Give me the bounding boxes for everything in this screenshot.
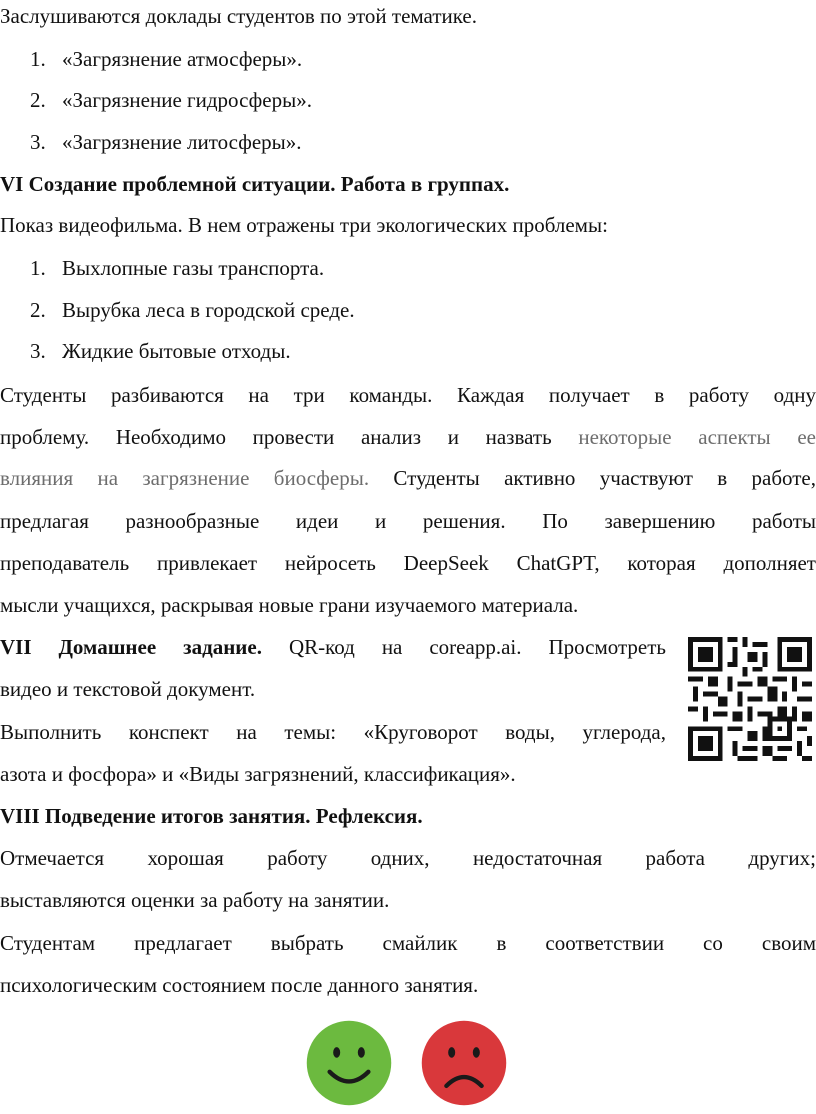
list-item: 2. Вырубка леса в городской среде.	[30, 298, 355, 322]
paragraph-line: преподаватель привлекает нейросеть DeepSeek ChatGPT, которая дополняет	[0, 551, 816, 575]
paragraph-line: Студентам предлагает выбрать смайлик в соответствии со своим	[0, 931, 816, 955]
sad-smiley-icon[interactable]	[420, 1019, 508, 1107]
qr-code-icon[interactable]	[688, 637, 812, 761]
list-item: 3. «Загрязнение литосферы».	[30, 130, 302, 154]
list-item: 1. Выхлопные газы транспорта.	[30, 256, 325, 280]
homework-line: Выполнить конспект на темы: «Круговорот воды, углерода,	[0, 720, 666, 744]
paragraph-line: влияния на загрязнение биосферы. Студенты активно участвуют в работе,	[0, 466, 816, 490]
paragraph-line: мысли учащихся, раскрывая новые грани изучаемого материала.	[0, 593, 579, 617]
section-heading: VIII Подведение итогов занятия. Рефлексия.	[0, 804, 423, 828]
list-item: 2. «Загрязнение гидросферы».	[30, 88, 312, 112]
paragraph-text: Показ видеофильма. В нем отражены три экологических проблемы:	[0, 213, 608, 237]
homework-line: VII Домашнее задание. QR-код на coreapp.ai. Просмотреть	[0, 635, 666, 659]
homework-line: видео и текстовой документ.	[0, 677, 256, 701]
paragraph-line: Отмечается хорошая работу одних, недостаточная работа других;	[0, 846, 816, 870]
paragraph-line: проблему. Необходимо провести анализ и назвать некоторые аспекты ее	[0, 425, 816, 449]
paragraph-line: Студенты разбиваются на три команды. Каждая получает в работу одну	[0, 383, 816, 407]
paragraph-line: предлагая разнообразные идеи и решения. По завершению работы	[0, 509, 816, 533]
intro-text: Заслушиваются доклады студентов по этой тематике.	[0, 4, 478, 28]
list-item: 3. Жидкие бытовые отходы.	[30, 339, 291, 363]
homework-line: азота и фосфора» и «Виды загрязнений, классификация».	[0, 762, 516, 786]
section-heading: VI Создание проблемной ситуации. Работа в группах.	[0, 172, 510, 196]
paragraph-line: выставляются оценки за работу на занятии.	[0, 888, 390, 912]
list-item: 1. «Загрязнение атмосферы».	[30, 47, 303, 71]
happy-smiley-icon[interactable]	[305, 1019, 393, 1107]
paragraph-line: психологическим состоянием после данного занятия.	[0, 973, 479, 997]
